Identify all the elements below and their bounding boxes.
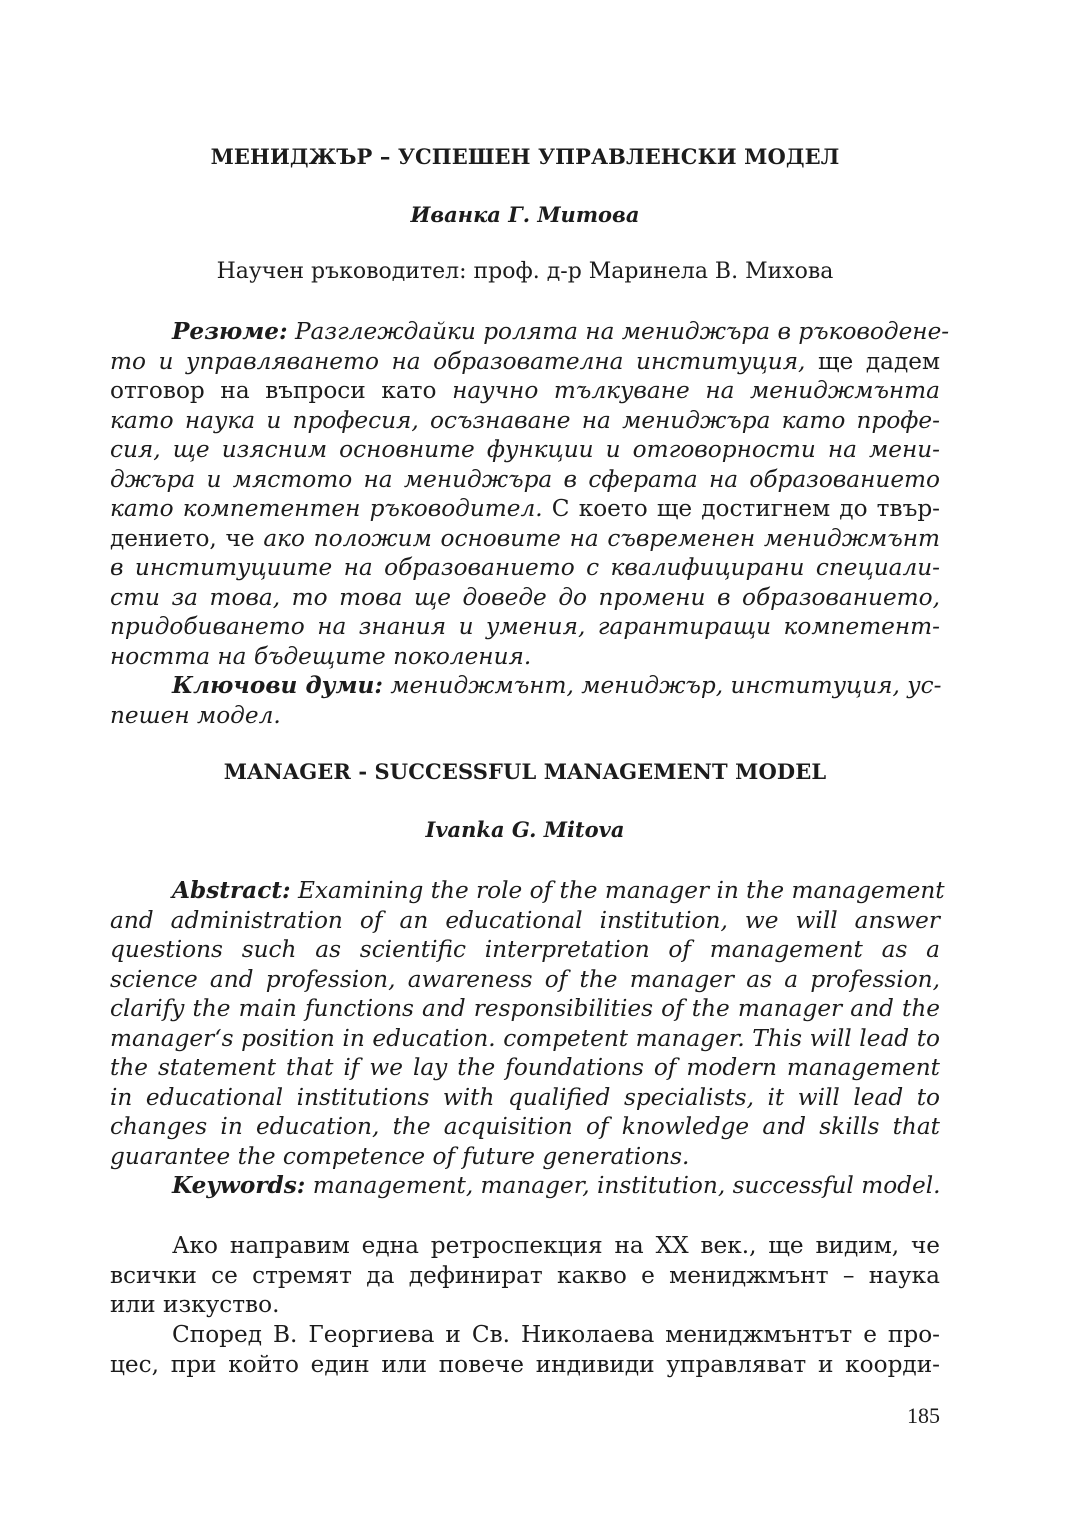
text-run: manager‘s position in education. competent manager. This will lead to	[110, 1024, 940, 1052]
text-run: in educational institutions with qualified specialists, it will lead to	[110, 1083, 940, 1111]
text-line	[110, 317, 950, 347]
bg-advisor: Научен ръководител: проф. д-р Маринела В. Михова	[216, 259, 834, 284]
text-run: мениджмънт, мениджър, институция, ус-	[390, 672, 942, 699]
text-run: guarantee the competence of future generations.	[110, 1142, 690, 1170]
text-line: Според В. Георгиева и Св. Николаева мениджмънтът е про-	[172, 1321, 940, 1348]
text-line	[110, 612, 940, 642]
text-line: Ако направим една ретроспекция на XX век., ще видим, че	[172, 1232, 940, 1259]
en-keywords	[110, 1171, 940, 1201]
text-line	[110, 1083, 940, 1113]
text-run: то и управляването на образователна институция,	[110, 347, 806, 375]
text-line	[110, 671, 940, 701]
body-paragraph-1	[110, 1231, 940, 1320]
text-line	[110, 524, 940, 554]
text-line	[110, 994, 940, 1024]
text-run: отговор на въпроси като	[110, 377, 453, 404]
text-line	[110, 465, 940, 495]
en-author: Ivanka G. Mitova	[425, 817, 625, 842]
text-line: или изкуство.	[110, 1291, 280, 1318]
page-number: 185	[907, 1403, 940, 1428]
text-run: пешен модел.	[110, 701, 281, 729]
text-line	[110, 406, 940, 436]
text-line	[110, 1024, 940, 1054]
text-run: С което ще достигнем до твър-	[542, 495, 940, 522]
text-run: Разглеждайки ролята на мениджъра в ръководене-	[294, 318, 950, 345]
text-line	[110, 1171, 940, 1201]
text-line	[110, 583, 940, 613]
text-run: ще дадем	[805, 347, 940, 375]
text-line	[110, 642, 940, 672]
section-label: Abstract:	[172, 877, 291, 904]
text-run: придобиването на знания и умения, гарантиращи компетент-	[110, 613, 940, 640]
text-line	[110, 435, 940, 465]
en-title: MANAGER - SUCCESSFUL MANAGEMENT MODEL	[223, 759, 827, 784]
paper-page	[110, 0, 950, 1534]
text-line	[110, 1142, 940, 1172]
text-run: questions such as scientific interpretation of management as a	[110, 936, 940, 963]
text-run: като компетентен ръководител.	[110, 495, 543, 522]
text-line	[110, 906, 940, 936]
text-run: сти за това, то това ще доведе до промени в образованието,	[110, 583, 940, 611]
text-run: changes in education, the acquisition of knowledge and skills that	[110, 1113, 940, 1140]
text-run: management, manager, institution, successful model.	[312, 1172, 941, 1199]
text-line: всички се стремят да дефинират какво е мениджмънт – наука	[110, 1261, 940, 1289]
section-label: Резюме:	[172, 318, 288, 345]
bg-title: МЕНИДЖЪР – УСПЕШЕН УПРАВЛЕНСКИ МОДЕЛ	[210, 144, 840, 169]
text-line	[110, 876, 945, 906]
body-paragraph-2	[110, 1320, 940, 1379]
text-line	[110, 935, 940, 965]
text-line	[110, 376, 940, 406]
text-run: science and profession, awareness of the manager as a profession,	[110, 965, 940, 993]
bg-author: Иванка Г. Митова	[410, 202, 640, 227]
text-run: clarify the main functions and responsibilities of the manager and the	[110, 995, 940, 1022]
en-abstract	[110, 876, 945, 1171]
text-line	[110, 553, 940, 583]
text-run: в институциите на образованието с квалифицирани специали-	[110, 554, 940, 581]
text-line	[110, 1053, 940, 1083]
text-run: като наука и професия, осъзнаване на мениджъра като профе-	[110, 406, 940, 434]
text-run: джъра и мястото на мениджъра в сферата на образованието	[110, 465, 940, 493]
text-line: цес, при който един или повече индивиди управляват и коорди-	[110, 1350, 940, 1378]
text-line	[110, 1112, 940, 1142]
section-label: Ключови думи:	[172, 672, 383, 699]
text-line	[110, 701, 940, 731]
bg-keywords	[110, 671, 940, 730]
text-run: сия, ще изясним основните функции и отговорности на мени-	[110, 436, 940, 463]
text-run: and administration of an educational institution, we will answer	[110, 906, 940, 934]
text-run: ако положим основите на съвременен мениджмънт	[263, 524, 940, 552]
text-run: the statement that if we lay the foundations of modern management	[110, 1054, 940, 1081]
text-run: Examining the role of the manager in the management	[297, 877, 945, 904]
text-run: дението, че	[110, 524, 264, 552]
text-run: ността на бъдещите поколения.	[110, 642, 532, 670]
bg-summary	[110, 317, 950, 671]
text-line	[110, 965, 940, 995]
text-run: научно тълкуване на мениджмънта	[452, 377, 940, 404]
section-label: Keywords:	[172, 1172, 306, 1199]
text-line	[110, 494, 940, 524]
text-line	[110, 347, 940, 377]
